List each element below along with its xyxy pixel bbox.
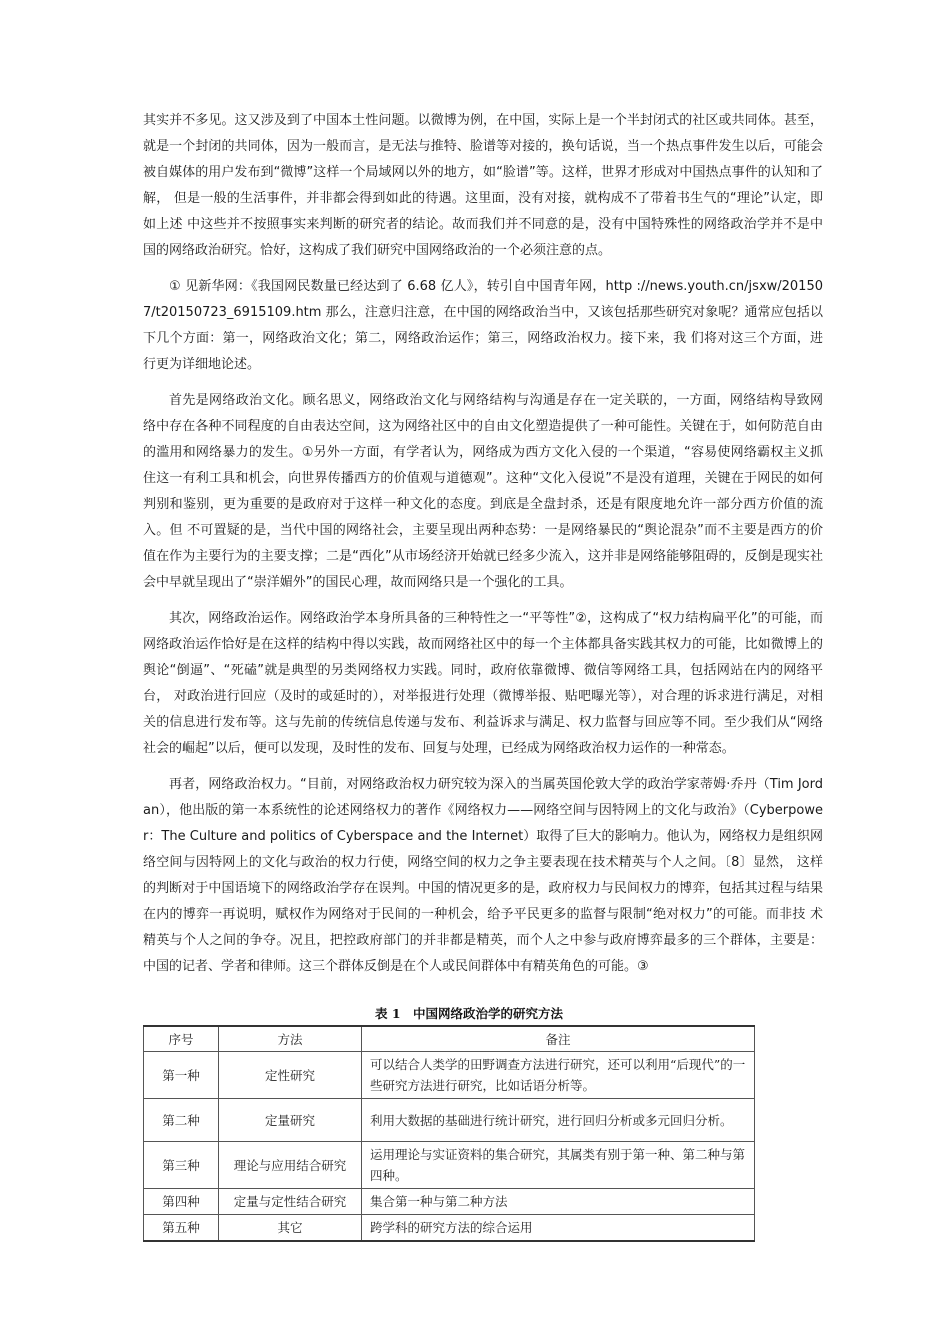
table-row [144,1052,755,1099]
cell-method: 其它 [219,1215,362,1242]
cell-method: 定量与定性结合研究 [219,1189,362,1215]
paragraph-2-footnote: ① 见新华网：《我国网民数量已经达到了 6.68 亿人》，转引自中国青年网，http ://news.youth.cn/jsxw/201507/t20150723_6915109.htm 那么，注意归注意，在中国的网络政治当中，又该包括那些研究对象呢？通常应包括以下几个方面：第一，网络政治文化；第二，网络政治运作；第三，网络政治权力。接下来，我 们将对这三个方面，进行更为详细地论述。 [143,279,823,372]
header-seq: 序号 [144,1026,219,1052]
cell-seq: 第三种 [144,1142,219,1189]
cell-note: 利用大数据的基础进行统计研究，进行回归分析或多元回归分析。 [362,1099,755,1142]
document-body [143,108,823,990]
cell-seq: 第一种 [144,1052,219,1099]
table-row [144,1215,755,1242]
cell-method: 定量研究 [219,1099,362,1142]
cell-note: 集合第一种与第二种方法 [362,1189,755,1215]
cell-note: 可以结合人类学的田野调查方法进行研究，还可以利用“后现代”的一些研究方法进行研究，比如话语分析等。 [362,1052,755,1099]
paragraph-4-political-operation: 其次，网络政治运作。网络政治学本身所具备的三种特性之一“平等性”②，这构成了“权力结构扁平化”的可能，而网络政治运作恰好是在这样的结构中得以实践，故而网络社区中的每一个主体都具备实践其权力的可能，比如微博上的舆论“倒逼”、“死磕”就是典型的另类网络权力实践。同时，政府依靠微博、微信等网络工具，包括网站在内的网络平台， 对政治进行回应（及时的或延时的），对举报进行处理（微博举报、贴吧曝光等），对合理的诉求进行满足，对相关的信息进行发布等。这与先前的传统信息传递与发布、利益诉求与满足、权力监督与回应等不同。至少我们从“网络社会的崛起”以后，便可以发现，及时性的发布、回复与处理，已经成为网络政治权力运作的一种常态。 [143,611,823,756]
cell-method: 理论与应用结合研究 [219,1142,362,1189]
paragraph-5-political-power: 再者，网络政治权力。“目前，对网络政治权力研究较为深入的当属英国伦敦大学的政治学家蒂姆·乔丹（Tim Jordan），他出版的第一本系统性的论述网络权力的著作《网络权力——网络空间与因特网上的文化与政治》（Cyberpower：The Culture and politics of Cyberspace and the Internet）取得了巨大的影响力。他认为，网络权力是组织网络空间与因特网上的文化与政治的权力行使，网络空间的权力之争主要表现在技术精英与个人之间。〔8〕显然， 这样的判断对于中国语境下的网络政治学存在误判。中国的情况更多的是，政府权力与民间权力的博弈，包括其过程与结果在内的博弈一再说明，赋权作为网络对于民间的一种机会，给予平民更多的监督与限制“绝对权力”的可能。而非技 术精英与个人之间的争夺。况且，把控政府部门的并非都是精英，而个人之中参与政府博弈最多的三个群体，主要是： 中国的记者、学者和律师。这三个群体反倒是在个人或民间群体中有精英角色的可能。③ [143,777,823,974]
methods-table-section [143,1003,755,1242]
paragraph-3-political-culture: 首先是网络政治文化。顾名思义，网络政治文化与网络结构与沟通是存在一定关联的，一方面，网络结构导致网 络中存在各种不同程度的自由表达空间，这为网络社区中的自由文化塑造提供了一种可能性。关键在于，如何防范自由 的滥用和网络暴力的发生。①另外一方面，有学者认为，网络成为西方文化入侵的一个渠道，“容易使网络霸权主义抓住这一有利工具和机会，向世界传播西方的价值观与道德观”。这种“文化入侵说”不是没有道理，关键在于网民的如何判别和鉴别，更为重要的是政府对于这样一种文化的态度。到底是全盘封杀，还是有限度地允许一部分西方价值的流入。但 不可置疑的是，当代中国的网络社会，主要呈现出两种态势：一是网络暴民的“舆论混杂”而不主要是西方的价值在作为主要行为的主要支撑；二是“西化”从市场经济开始就已经多少流入，这并非是网络能够阻碍的，反倒是现实社会中早就呈现出了“崇洋媚外”的国民心理，故而网络只是一个强化的工具。 [143,393,823,590]
table-row [144,1142,755,1189]
table-row [144,1189,755,1215]
cell-note: 运用理论与实证资料的集合研究，其属类有别于第一种、第二种与第四种。 [362,1142,755,1189]
methods-table [143,1025,755,1242]
paragraph-1: 其实并不多见。这又涉及到了中国本土性问题。以微博为例，在中国，实际上是一个半封闭式的社区或共同体。甚至， 就是一个封闭的共同体，因为一般而言，是无法与推特、脸谱等对接的，换句话说，当一个热点事件发生以后，可能会被自媒体的用户发布到“微博”这样一个局域网以外的地方，如“脸谱”等。这样，世界才形成对中国热点事件的认知和了解， 但是一般的生活事件，并非都会得到如此的待遇。这里面，没有对接，就构成不了带着书生气的“理论”认定，即如上述 中这些并不按照事实来判断的研究者的结论。故而我们并不同意的是，没有中国特殊性的网络政治学并不是中国的网络政治研究。恰好，这构成了我们研究中国网络政治的一个必须注意的点。 [143,113,823,258]
table-row [144,1099,755,1142]
cell-method: 定性研究 [219,1052,362,1099]
cell-seq: 第四种 [144,1189,219,1215]
cell-seq: 第五种 [144,1215,219,1242]
header-method: 方法 [219,1026,362,1052]
table-header-row [144,1026,755,1052]
cell-note: 跨学科的研究方法的综合运用 [362,1215,755,1242]
table-title: 表 1 中国网络政治学的研究方法 [374,1006,564,1021]
header-note: 备注 [362,1026,755,1052]
cell-seq: 第二种 [144,1099,219,1142]
